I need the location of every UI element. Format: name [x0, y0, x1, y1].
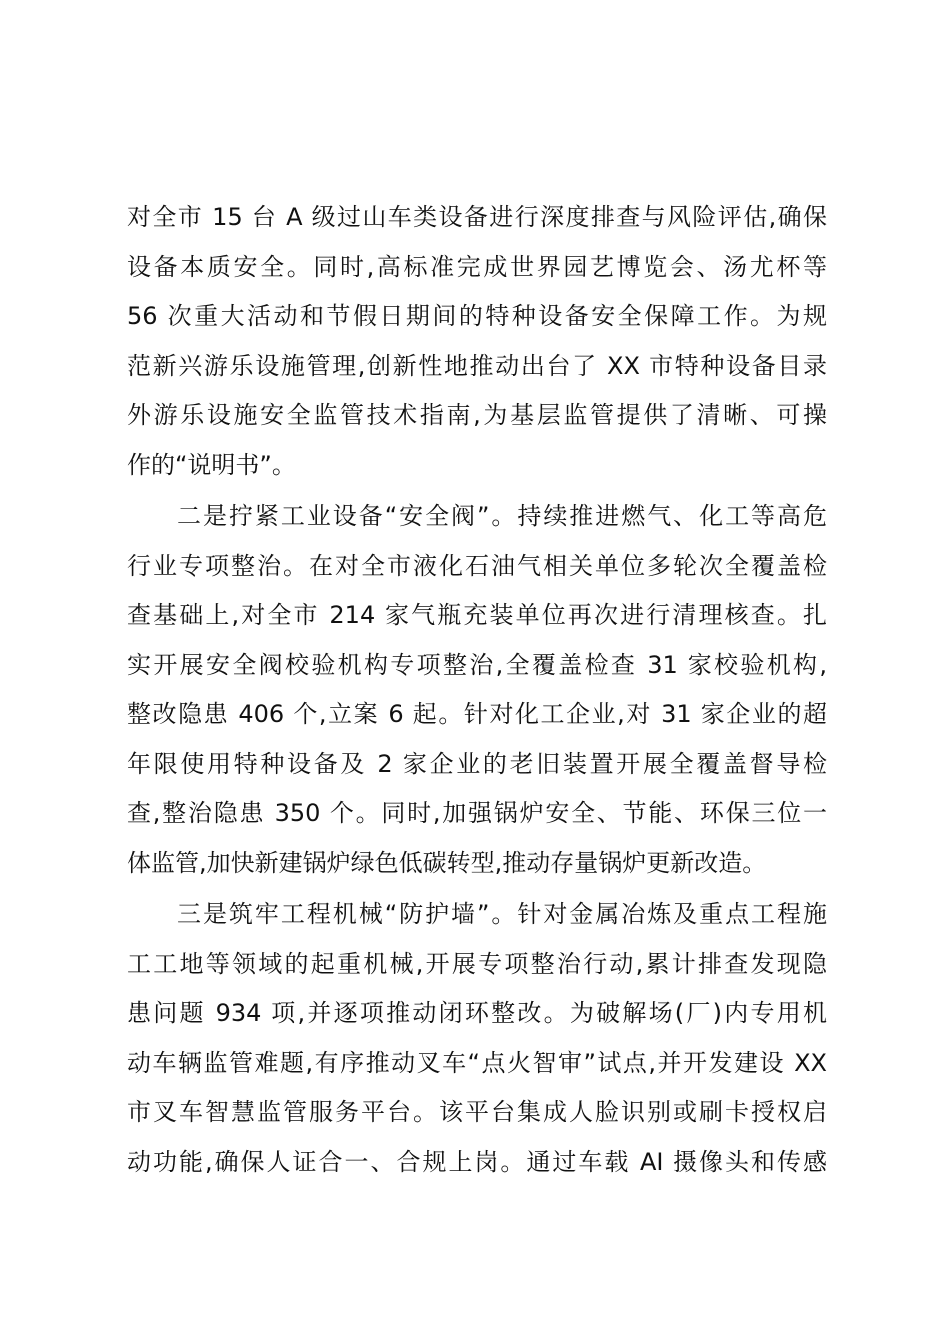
text-line: 整改隐患 406 个,立案 6 起。针对化工企业,对 31 家企业的超	[127, 700, 827, 728]
text-line: 市叉车智慧监管服务平台。该平台集成人脸识别或刷卡授权启	[127, 1098, 827, 1126]
text-line: 对全市 15 台 A 级过山车类设备进行深度排查与风险评估,确保	[127, 203, 827, 231]
text-line: 查基础上,对全市 214 家气瓶充装单位再次进行清理核查。扎	[127, 601, 827, 629]
text-line: 查,整治隐患 350 个。同时,加强锅炉安全、节能、环保三位一	[127, 799, 827, 827]
text-line: 行业专项整治。在对全市液化石油气相关单位多轮次全覆盖检	[127, 551, 827, 580]
paragraph-2	[127, 492, 827, 888]
text-line: 作的“说明书”。	[127, 450, 296, 479]
text-line: 动功能,确保人证合一、合规上岗。通过车载 AI 摄像头和传感	[127, 1147, 827, 1176]
text-line: 工工地等领域的起重机械,开展专项整治行动,累计排查发现隐	[127, 949, 827, 978]
text-line: 56 次重大活动和节假日期间的特种设备安全保障工作。为规	[127, 302, 827, 330]
text-line: 体监管,加快新建锅炉绿色低碳转型,推动存量锅炉更新改造。	[127, 848, 767, 877]
document-body	[127, 193, 827, 1187]
text-line: 二是拧紧工业设备“安全阀”。持续推进燃气、化工等高危	[177, 502, 827, 530]
text-line: 范新兴游乐设施管理,创新性地推动出台了 XX 市特种设备目录	[127, 351, 827, 380]
text-line: 患问题 934 项,并逐项推动闭环整改。为破解场(厂)内专用机	[127, 999, 827, 1027]
text-line: 年限使用特种设备及 2 家企业的老旧装置开展全覆盖督导检	[127, 749, 827, 778]
text-line: 外游乐设施安全监管技术指南,为基层监管提供了清晰、可操	[127, 401, 827, 429]
paragraph-3	[127, 890, 827, 1187]
text-line: 动车辆监管难题,有序推动叉车“点火智审”试点,并开发建设 XX	[127, 1048, 827, 1077]
paragraph-1	[127, 193, 827, 490]
text-line: 实开展安全阀校验机构专项整治,全覆盖检查 31 家校验机构,	[127, 650, 827, 679]
text-line: 设备本质安全。同时,高标准完成世界园艺博览会、汤尤杯等	[127, 252, 827, 281]
text-line: 三是筑牢工程机械“防护墙”。针对金属冶炼及重点工程施	[177, 900, 827, 928]
